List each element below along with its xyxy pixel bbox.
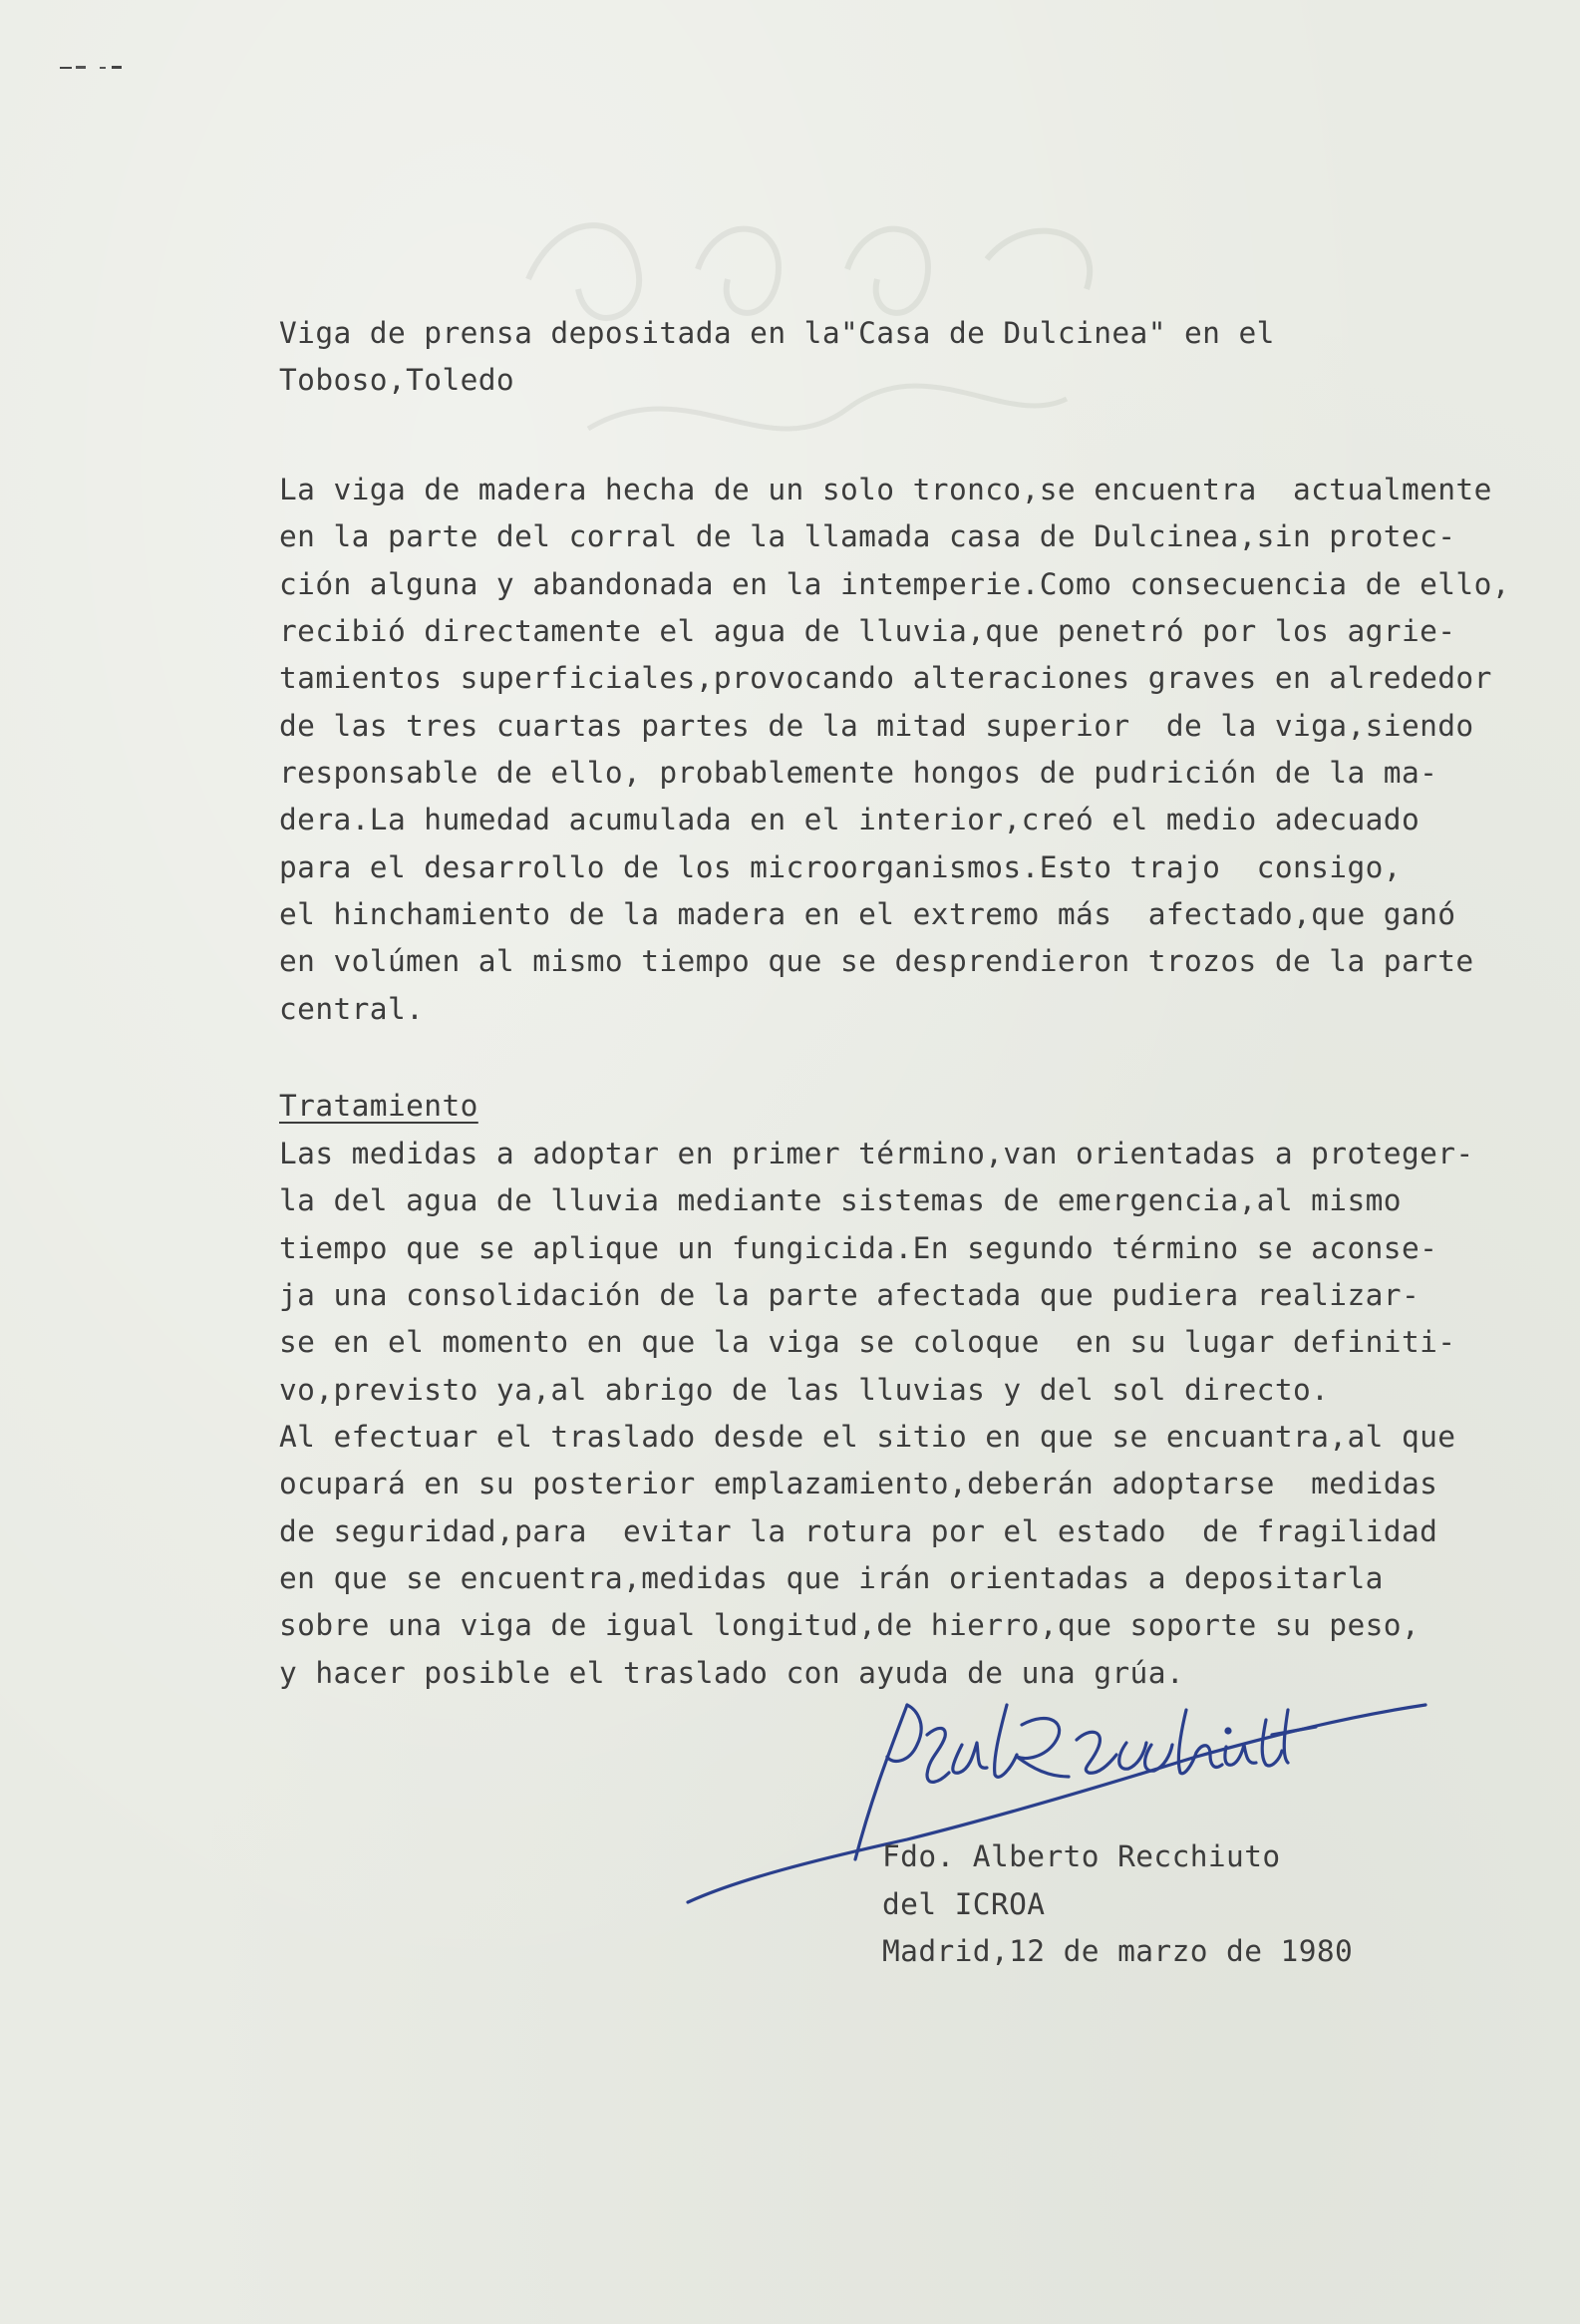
treatment-heading: Tratamiento [279, 1089, 478, 1123]
text-line: y hacer posible el traslado con ayuda de una grúa. [279, 1656, 1185, 1690]
text-line: vo,previsto ya,al abrigo de las lluvias y del sol directo. [279, 1373, 1330, 1407]
text-line: responsable de ello, probablemente hongos de pudrición de la ma- [279, 756, 1438, 790]
text-line: ja una consolidación de la parte afectada que pudiera realizar- [279, 1278, 1421, 1312]
text-line: el hinchamiento de la madera en el extremo más afectado,que ganó [279, 897, 1456, 931]
text-line: la del agua de lluvia mediante sistemas de emergencia,al mismo [279, 1183, 1402, 1217]
text-line: Al efectuar el traslado desde el sitio en que se encuantra,al que [279, 1420, 1456, 1454]
text-line: dera.La humedad acumulada en el interior,creó el medio adecuado [279, 803, 1421, 836]
corner-ink-mark [60, 64, 159, 72]
text-line: ción alguna y abandonada en la intemperie.Como consecuencia de ello, [279, 567, 1510, 601]
text-line: se en el momento en que la viga se coloque en su lugar definiti- [279, 1325, 1456, 1359]
text-line: La viga de madera hecha de un solo tronco,se encuentra actualmente [279, 473, 1492, 506]
signer-organization: del ICROA [882, 1887, 1046, 1921]
text-line: recibió directamente el agua de lluvia,que penetró por los agrie- [279, 614, 1456, 648]
text-line: tamientos superficiales,provocando alteraciones graves en alrededor [279, 661, 1492, 695]
title-line: Toboso,Toledo [279, 363, 515, 397]
text-line: en que se encuentra,medidas que irán orientadas a depositarla [279, 1561, 1384, 1595]
text-line: Las medidas a adoptar en primer término,van orientadas a proteger- [279, 1137, 1474, 1170]
place-and-date: Madrid,12 de marzo de 1980 [882, 1934, 1354, 1968]
text-line: central. [279, 992, 425, 1026]
text-line: sobre una viga de igual longitud,de hierro,que soporte su peso, [279, 1608, 1421, 1642]
text-line: en volúmen al mismo tiempo que se desprendieron trozos de la parte [279, 944, 1474, 978]
text-line: en la parte del corral de la llamada casa de Dulcinea,sin protec- [279, 519, 1456, 553]
text-line: para el desarrollo de los microorganismos.Esto trajo consigo, [279, 850, 1402, 884]
title-line: Viga de prensa depositada en la"Casa de Dulcinea" en el [279, 316, 1275, 350]
text-line: tiempo que se aplique un fungicida.En segundo término se aconse- [279, 1231, 1438, 1265]
text-line: de las tres cuartas partes de la mitad superior de la viga,siendo [279, 709, 1474, 743]
text-line: de seguridad,para evitar la rotura por el estado de fragilidad [279, 1514, 1438, 1548]
text-line: ocupará en su posterior emplazamiento,deberán adoptarse medidas [279, 1467, 1438, 1500]
signer-name: Fdo. Alberto Recchiuto [882, 1839, 1281, 1873]
